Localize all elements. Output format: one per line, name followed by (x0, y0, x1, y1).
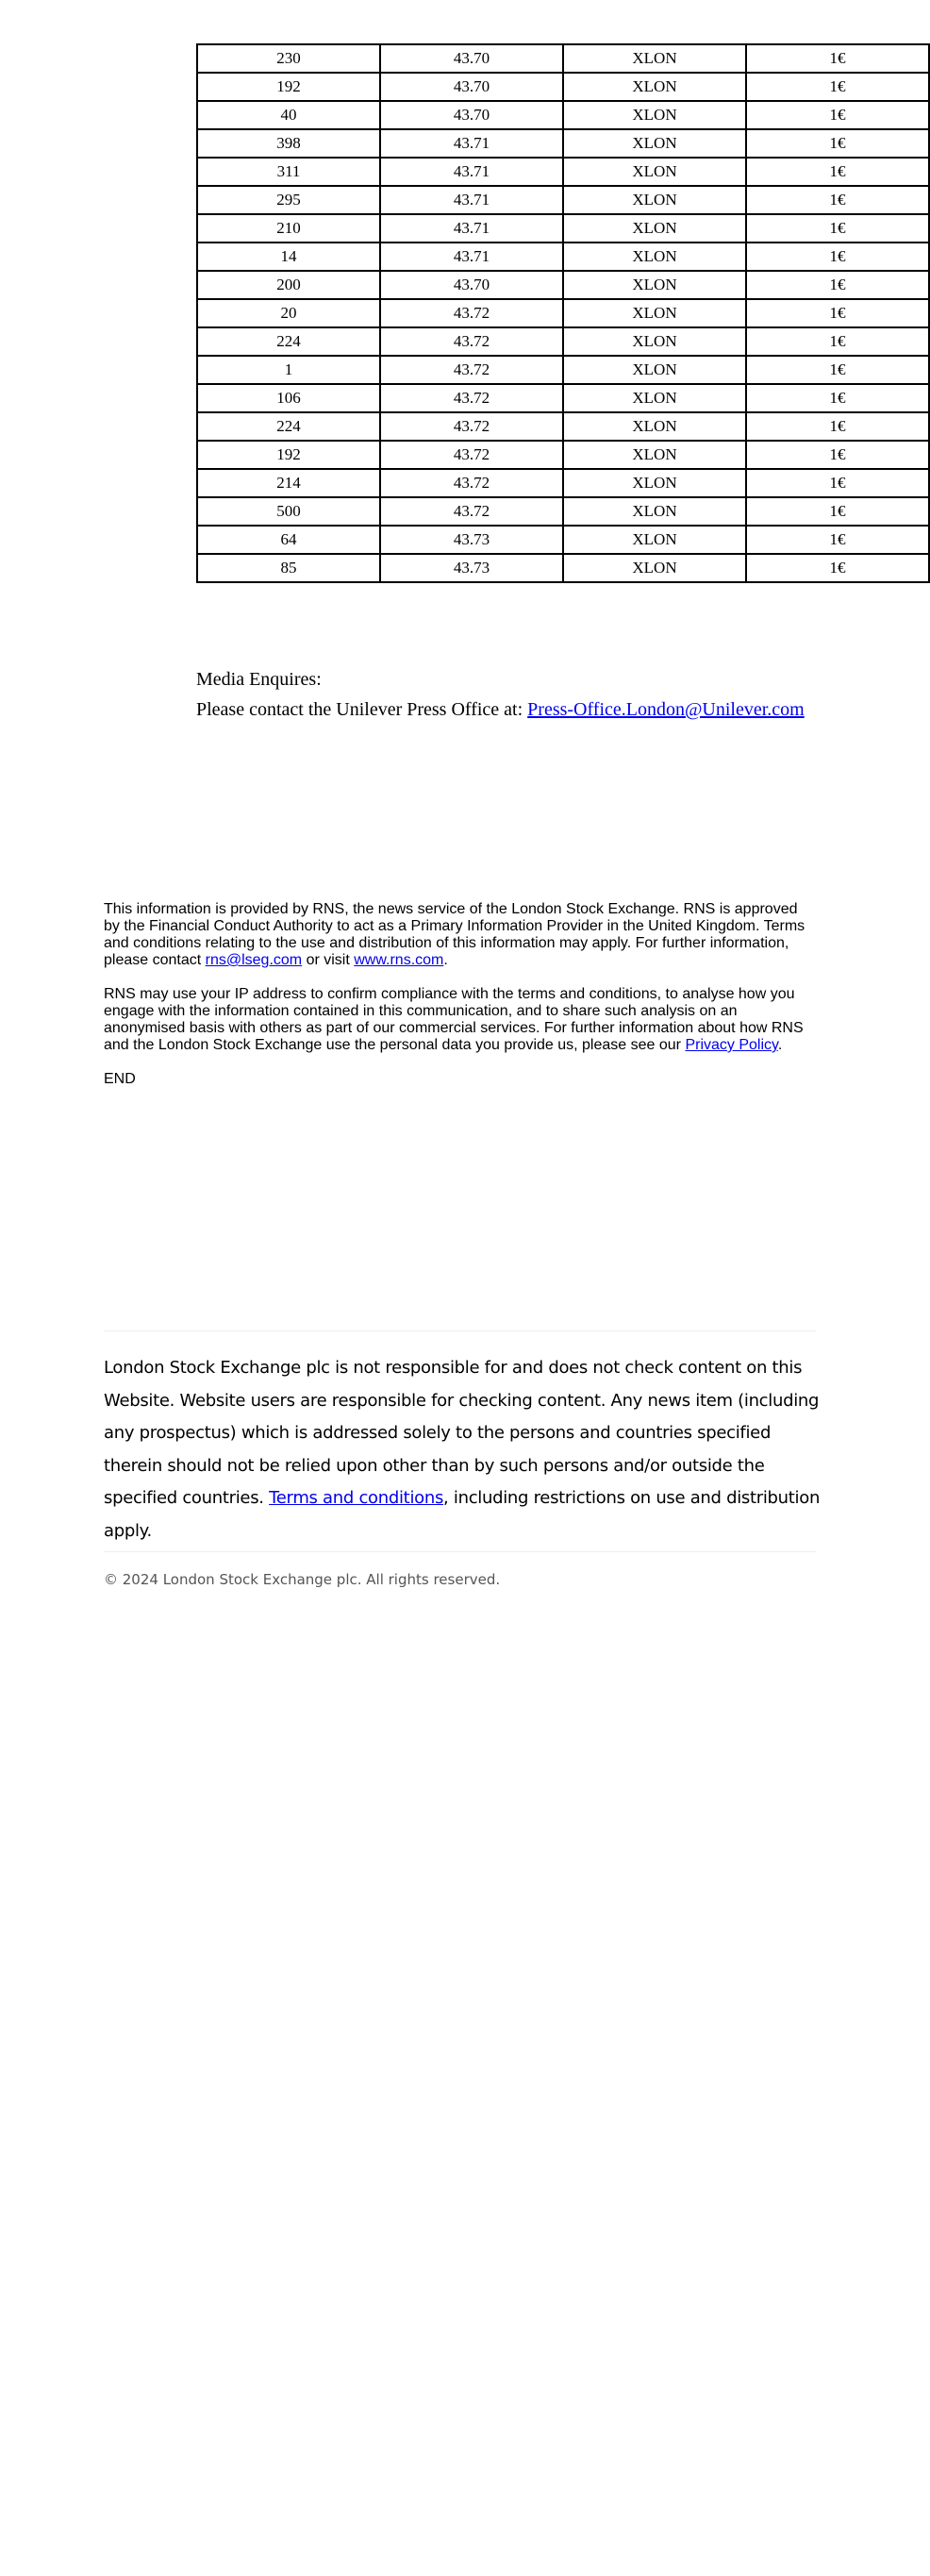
table-row (197, 214, 929, 243)
table-cell: 1€ (746, 214, 929, 243)
table-cell: 1€ (746, 526, 929, 554)
table-cell: XLON (563, 441, 746, 469)
end-label: END (104, 1071, 136, 1087)
terms-and-conditions-link[interactable]: Terms and conditions (269, 1488, 444, 1508)
table-cell: 43.72 (380, 497, 563, 526)
table-cell: XLON (563, 526, 746, 554)
table-cell: 43.73 (380, 554, 563, 582)
table-cell: 43.72 (380, 441, 563, 469)
rns-paragraph-2 (104, 986, 816, 1054)
disclaimer-suffix: , including restrictions on use and distribution apply. (104, 1488, 821, 1541)
table-row (197, 271, 929, 299)
table-cell: 1€ (746, 271, 929, 299)
table-cell: 43.72 (380, 356, 563, 384)
rns-paragraph-1 (104, 901, 816, 969)
table-cell: 20 (197, 299, 380, 327)
table-row (197, 554, 929, 582)
table-cell: XLON (563, 327, 746, 356)
table-cell: 1€ (746, 554, 929, 582)
table-cell: 1€ (746, 441, 929, 469)
table-cell: XLON (563, 271, 746, 299)
table-cell: XLON (563, 412, 746, 441)
table-cell: 311 (197, 158, 380, 186)
table-cell: XLON (563, 44, 746, 73)
table-cell: 43.71 (380, 243, 563, 271)
table-cell: 224 (197, 412, 380, 441)
table-cell: XLON (563, 554, 746, 582)
table-cell: 1€ (746, 243, 929, 271)
table-cell: 500 (197, 497, 380, 526)
rns-p1-end: . (443, 952, 448, 968)
disclaimer-text: London Stock Exchange plc is not responsible for and does not check content on this Website. Website users are responsible for checking content. Any news item (including any prospectus) which is addressed solely to the persons and countries specified therein should not be relied upon other than by such persons and/or outside the specified countries. (104, 1358, 820, 1508)
table-cell: 85 (197, 554, 380, 582)
table-row (197, 497, 929, 526)
rns-email-link[interactable]: rns@lseg.com (205, 952, 303, 968)
table-cell: 1 (197, 356, 380, 384)
rns-p1-mid: or visit (302, 952, 355, 968)
rns-p1-text: This information is provided by RNS, the news service of the London Stock Exchange. RNS is approved by the Financial Conduct Authority to act as a Primary Information Provider in the United Kingdom. Terms and conditions relating to the use and distribution of this information may apply. For further information, please contact (104, 901, 805, 968)
table-cell: XLON (563, 243, 746, 271)
table-cell: 43.71 (380, 214, 563, 243)
table-row (197, 327, 929, 356)
table-cell: 210 (197, 214, 380, 243)
table-cell: 200 (197, 271, 380, 299)
table-row (197, 129, 929, 158)
table-cell: 43.70 (380, 44, 563, 73)
table-cell: 1€ (746, 186, 929, 214)
trades-table-body (197, 44, 929, 582)
media-enquiries (196, 664, 819, 725)
table-cell: 43.72 (380, 327, 563, 356)
table-row (197, 44, 929, 73)
table-row (197, 469, 929, 497)
table-cell: 43.71 (380, 158, 563, 186)
table-cell: 14 (197, 243, 380, 271)
table-cell: 43.71 (380, 186, 563, 214)
table-cell: 1€ (746, 158, 929, 186)
table-row (197, 243, 929, 271)
table-cell: 1€ (746, 44, 929, 73)
lse-disclaimer (104, 1352, 821, 1547)
media-contact-line (196, 694, 819, 725)
table-cell: 43.70 (380, 101, 563, 129)
table-cell: 398 (197, 129, 380, 158)
table-cell: 43.73 (380, 526, 563, 554)
rns-notice (104, 901, 816, 1105)
trades-table-container (196, 43, 846, 615)
table-cell: XLON (563, 497, 746, 526)
rns-website-link[interactable]: www.rns.com (354, 952, 444, 968)
table-cell: 43.71 (380, 129, 563, 158)
media-contact-prefix: Please contact the Unilever Press Office at: (196, 699, 528, 720)
table-row (197, 384, 929, 412)
table-cell: 1€ (746, 356, 929, 384)
table-row (197, 299, 929, 327)
table-row (197, 73, 929, 101)
table-cell: 43.70 (380, 271, 563, 299)
table-cell: 43.70 (380, 73, 563, 101)
table-cell: 1€ (746, 129, 929, 158)
rns-p2-end: . (777, 1037, 783, 1053)
trades-table (196, 43, 930, 583)
table-cell: 1€ (746, 101, 929, 129)
divider-top (104, 1330, 816, 1331)
table-cell: XLON (563, 356, 746, 384)
table-cell: XLON (563, 469, 746, 497)
table-cell: 43.72 (380, 469, 563, 497)
table-cell: 214 (197, 469, 380, 497)
table-row (197, 186, 929, 214)
table-cell: 1€ (746, 327, 929, 356)
copyright-notice: © 2024 London Stock Exchange plc. All rights reserved. (104, 1571, 501, 1588)
table-cell: 224 (197, 327, 380, 356)
table-cell: 1€ (746, 412, 929, 441)
table-cell: 1€ (746, 469, 929, 497)
table-cell: XLON (563, 186, 746, 214)
table-cell: XLON (563, 384, 746, 412)
table-cell: XLON (563, 73, 746, 101)
table-cell: 64 (197, 526, 380, 554)
table-row (197, 526, 929, 554)
table-cell: 43.72 (380, 299, 563, 327)
table-cell: 192 (197, 73, 380, 101)
table-cell: 43.72 (380, 412, 563, 441)
table-cell: 106 (197, 384, 380, 412)
press-office-email-link[interactable]: Press-Office.London@Unilever.com (527, 699, 805, 720)
table-cell: 230 (197, 44, 380, 73)
table-cell: 192 (197, 441, 380, 469)
table-row (197, 101, 929, 129)
table-cell: XLON (563, 101, 746, 129)
table-cell: 1€ (746, 384, 929, 412)
table-row (197, 356, 929, 384)
table-row (197, 441, 929, 469)
table-cell: 1€ (746, 73, 929, 101)
table-cell: 40 (197, 101, 380, 129)
divider-bottom (104, 1551, 816, 1552)
table-cell: XLON (563, 214, 746, 243)
table-cell: XLON (563, 158, 746, 186)
table-cell: 1€ (746, 497, 929, 526)
table-cell: 43.72 (380, 384, 563, 412)
table-cell: 295 (197, 186, 380, 214)
table-row (197, 412, 929, 441)
table-cell: XLON (563, 129, 746, 158)
media-heading: Media Enquires: (196, 669, 322, 690)
privacy-policy-link[interactable]: Privacy Policy (685, 1037, 778, 1053)
table-cell: XLON (563, 299, 746, 327)
table-row (197, 158, 929, 186)
rns-p2-text: RNS may use your IP address to confirm compliance with the terms and conditions, to analyse how you engage with the information contained in this communication, and to share such analysis on an anonymised basis with others as part of our commercial services. For further information about how RNS and the London Stock Exchange use the personal data you provide us, please see our (104, 986, 804, 1053)
table-cell: 1€ (746, 299, 929, 327)
